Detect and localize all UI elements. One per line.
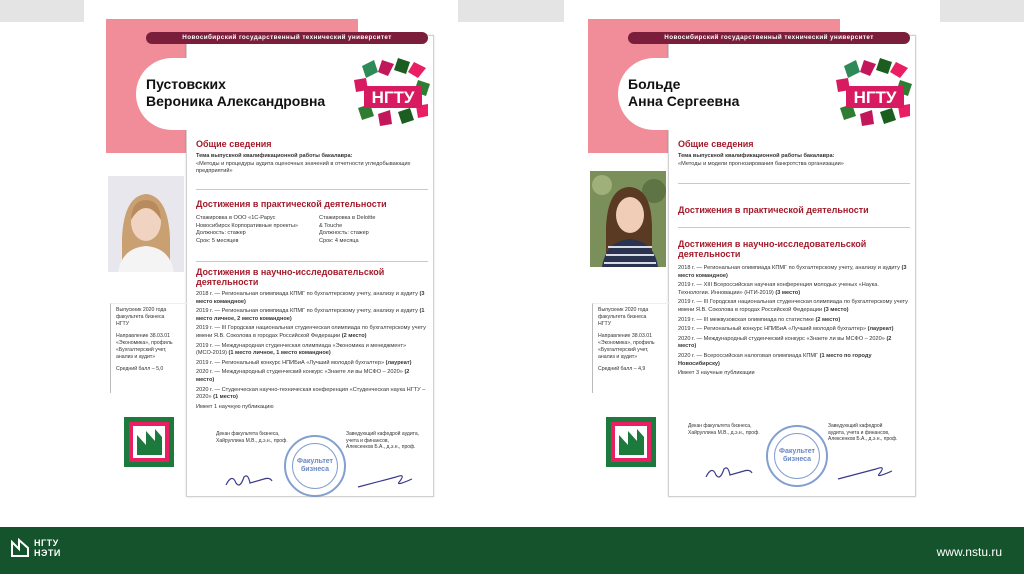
practice-line: & Touche (319, 222, 343, 229)
side-info (116, 307, 184, 373)
faculty-stamp (284, 435, 346, 497)
research-item (678, 282, 910, 297)
logo-text: НГТУ (371, 88, 415, 107)
practice-line: Стажировка в ООО «1С-Рарус (196, 215, 276, 221)
nstu-logo-icon (830, 56, 916, 132)
head-signature (356, 471, 416, 491)
student-photo (590, 171, 666, 267)
stamp-line: бизнеса (782, 456, 811, 463)
general-section (678, 139, 910, 168)
university-band: Новосибирский государственный технический университет (628, 32, 910, 44)
research-item (678, 336, 910, 351)
research-title (678, 239, 910, 259)
dean-signature-label (688, 423, 762, 436)
student-name (146, 76, 325, 110)
research-item (196, 360, 428, 368)
item-result: (1 место) (213, 394, 238, 401)
stamp-line: Факультет (779, 448, 815, 455)
thesis-label: Тема выпускной квалификационной работы бакалавра: (678, 153, 835, 159)
nstu-logo-icon (348, 56, 434, 132)
side-line: «Бухгалтерский учет, (598, 347, 649, 353)
dean-signature (224, 471, 274, 491)
side-line: Выпускник 2020 года (116, 307, 167, 313)
practice-line: Должность: стажер (319, 230, 369, 237)
item-text: 2020 г. — Международный студенческий конкурс «Знаете ли вы МСФО – 2020» (678, 335, 885, 342)
stamp-line: Факультет (297, 458, 333, 465)
practice-section (196, 199, 428, 245)
dean-signature (704, 463, 754, 483)
side-line: «Бухгалтерский учет, (116, 347, 167, 353)
head-signature-label (828, 423, 908, 443)
side-line: Направление 38.03.01 (116, 333, 171, 339)
side-line: факультета бизнеса (116, 314, 165, 320)
sign-line: Алексенков Б.А., д.э.н., проф. (346, 444, 416, 450)
research-section (196, 267, 428, 411)
sign-line: Декан факультета бизнеса, (688, 423, 752, 429)
item-result: (лауреат) (867, 326, 894, 333)
student-photo (108, 176, 184, 272)
footer-bar (0, 527, 1024, 574)
item-result: (2 место) (341, 332, 367, 339)
general-title: Общие сведения (196, 139, 272, 149)
dean-signature-label (216, 431, 290, 444)
item-result: (2 место) (196, 369, 410, 383)
divider (678, 183, 910, 184)
practice-line: Должность: стажер (196, 230, 246, 237)
nstu-mark-icon (10, 538, 30, 558)
item-result: (1 место по городу Новосибирску) (678, 352, 872, 367)
research-item (196, 404, 428, 412)
research-item (678, 326, 910, 334)
sign-line: Заведующий кафедрой (828, 423, 883, 429)
surname: Пустовских (146, 76, 226, 92)
practice-section (678, 205, 910, 215)
research-item (196, 325, 428, 340)
corner-tab-right (940, 0, 1024, 22)
side-line: Средний балл – 4,9 (598, 366, 646, 372)
logo-text: НГТУ (853, 88, 897, 107)
sign-line: Заведующий кафедрой аудита, (346, 431, 420, 437)
research-title-line: деятельности (196, 277, 259, 287)
sign-line: учета и финансов, (346, 437, 389, 444)
research-title-line: Достижения в научно-исследовательской (678, 239, 867, 249)
item-text: Имеет 3 научные публикации (678, 370, 755, 377)
research-title-line: деятельности (678, 249, 741, 259)
item-text: 2019 г. — III Городская национальная студенческая олимпиада по бухгалтерскому учету имени Я.В. Соколова в городах Российской Федерации (678, 299, 908, 313)
logo-line: НЭТИ (34, 548, 61, 558)
side-line: Средний балл – 5,0 (116, 366, 164, 372)
item-text: Имеет 1 научную публикацию (196, 403, 274, 410)
item-result: (3 место) (775, 289, 801, 296)
thesis-text: «Методы и процедуры аудита оценочных значений в отчетности угледобывающих предприятий» (196, 160, 411, 175)
head-signature (836, 463, 896, 483)
signature-block (206, 431, 426, 497)
faculty-logo-icon (606, 417, 656, 467)
student-name (628, 76, 739, 110)
sign-line: Хайруллина М.В., д.э.н., проф. (216, 437, 288, 444)
research-item (196, 291, 428, 306)
side-line: факультета бизнеса (598, 314, 647, 320)
head-signature-label (346, 431, 426, 451)
research-item (678, 370, 910, 378)
side-line: Выпускник 2020 года (598, 307, 649, 313)
item-text: 2019 г. — XIII Всероссийская научная конференция молодых ученых «Наука. Технологии. Инновации» (НТИ-2019) (678, 282, 879, 296)
item-text: 2019 г. — Региональный конкурс НПИБиА «Лучший молодой бухгалтер» (196, 359, 385, 366)
sign-line: Алексенков Б.А., д.э.н., проф. (828, 436, 898, 442)
practice-title: Достижения в практической деятельности (678, 205, 869, 215)
research-title (196, 267, 428, 287)
footer-logo-text (34, 538, 61, 558)
website-link[interactable]: www.nstu.ru (936, 545, 1002, 559)
stamp-line: бизнеса (300, 466, 329, 473)
item-result: (3 место командное) (196, 291, 425, 305)
corner-tab-center (458, 0, 564, 22)
item-text: 2020 г. — Всероссийская налоговая олимпиада КПМГ (678, 352, 819, 359)
side-line: НГТУ (598, 321, 612, 327)
university-band: Новосибирский государственный технический университет (146, 32, 428, 44)
footer-logo[interactable] (10, 538, 61, 558)
sign-line: аудита, учета и финансов, (828, 429, 890, 436)
sign-line: Декан факультета бизнеса, (216, 431, 280, 437)
research-item (678, 265, 910, 280)
side-line: анализ и аудит» (598, 354, 638, 360)
general-title: Общие сведения (678, 139, 754, 149)
signature-block (688, 423, 908, 489)
surname: Больде (628, 76, 681, 92)
item-result: (3 место) (823, 306, 849, 313)
item-text: 2019 г. — III межвузовская олимпиада по статистике (678, 316, 814, 323)
item-text: 2019 г. — Региональный конкурс НПИБиА «Лучший молодой бухгалтер» (678, 326, 867, 333)
research-item (678, 317, 910, 325)
practice-line: Срок: 4 месяца (319, 237, 359, 244)
side-line: НГТУ (116, 321, 130, 327)
resume-card-pustovskikh (106, 19, 436, 497)
research-item (196, 369, 428, 384)
divider (196, 189, 428, 190)
given-names: Анна Сергеевна (628, 93, 740, 109)
item-text: 2019 г. — III Городская национальная студенческая олимпиада по бухгалтерскому учету имени Я.В. Соколова в городах Российской Федерации (196, 325, 426, 339)
research-item (678, 353, 910, 368)
item-result: (1 место личное, 1 место командное) (228, 350, 331, 357)
research-item (196, 343, 428, 358)
item-text: 2019 г. — Региональная олимпиада КПМГ по бухгалтерскому учету, анализу и аудиту (196, 308, 418, 315)
practice-line: Срок: 5 месяцев (196, 237, 239, 244)
side-info (598, 307, 666, 373)
item-result: (2 место) (678, 335, 892, 350)
thesis-label: Тема выпускной квалификационной работы бакалавра: (196, 153, 353, 159)
item-text: 2020 г. — Студенческая научно-техническая конференция «Студенческая наука НГТУ – 2020» (196, 386, 426, 401)
side-line: Направление 38.03.01 (598, 333, 653, 339)
side-line: «Экономика», профиль (116, 340, 173, 346)
side-line: «Экономика», профиль (598, 340, 655, 346)
general-section (196, 139, 428, 176)
item-text: 2018 г. — Региональная олимпиада КПМГ по бухгалтерскому учету, анализу и аудиту (196, 291, 418, 297)
divider (196, 261, 428, 262)
research-title-line: Достижения в научно-исследовательской (196, 267, 385, 277)
practice-line: Стажировка в Deloitte (319, 215, 376, 221)
research-item (678, 299, 910, 314)
item-text: 2018 г. — Региональная олимпиада КПМГ по бухгалтерскому учету, анализу и аудиту (678, 265, 900, 271)
practice-title: Достижения в практической деятельности (196, 199, 387, 209)
item-text: 2020 г. — Международный студенческий конкурс «Знаете ли вы МСФО – 2020» (196, 369, 403, 376)
research-item (196, 308, 428, 323)
item-result: (1 место личное, 2 место командное) (196, 308, 425, 322)
item-result: (3 место командное) (678, 265, 907, 279)
sign-line: Хайруллина М.В., д.э.н., проф. (688, 429, 760, 436)
faculty-stamp (766, 425, 828, 487)
given-names: Вероника Александровна (146, 93, 326, 109)
practice-line: Новосибирск Корпоративные проекты» (196, 222, 299, 229)
faculty-logo-icon (124, 417, 174, 467)
divider (678, 227, 910, 228)
corner-tab-left (0, 0, 84, 22)
logo-line: НГТУ (34, 538, 59, 548)
side-line: анализ и аудит» (116, 354, 156, 360)
research-section (678, 239, 910, 378)
thesis-text: «Методы и модели прогнозирования банкротства организации» (678, 160, 844, 167)
item-text: 2019 г. — Международная студенческая олимпиада «Экономика и менеджмент» (МСО-2019) (196, 342, 407, 357)
item-result: (лауреат) (385, 359, 412, 366)
item-result: (2 место) (815, 316, 841, 323)
research-item (196, 387, 428, 402)
resume-card-bolde (588, 19, 918, 497)
